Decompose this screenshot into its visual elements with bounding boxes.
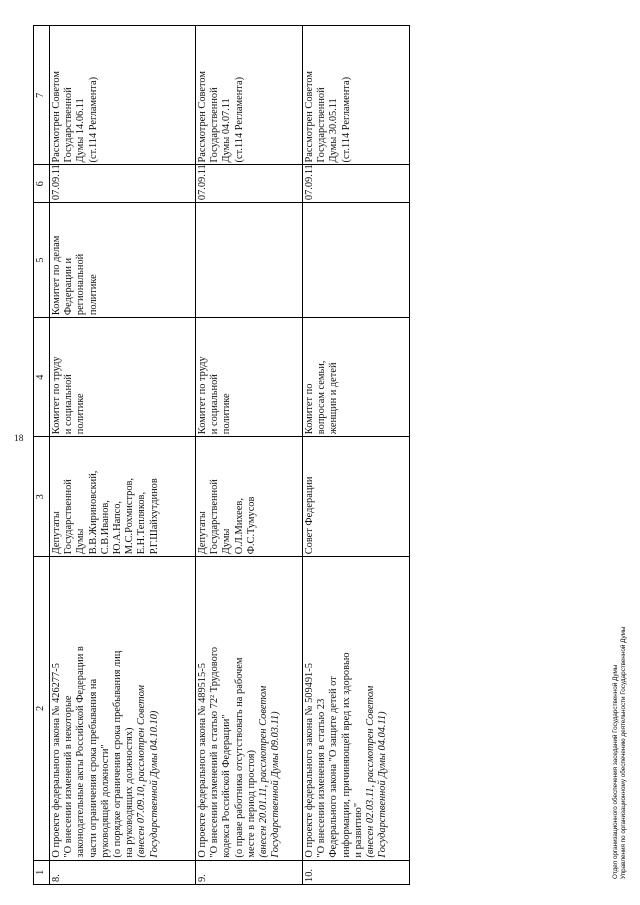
- committee-line: Комитет по труду: [51, 356, 62, 435]
- table-row: [196, 26, 303, 885]
- column-header-7: 7: [34, 26, 50, 165]
- header-row: [34, 26, 50, 885]
- footer-line-2: Управления по организационному обеспечению деятельности Государственной Думы: [619, 626, 627, 879]
- bill-note-line: (внесен 07.09.10, рассмотрен Советом: [136, 684, 148, 858]
- row-number: 8.: [50, 860, 196, 884]
- responsible-committee: [303, 318, 410, 437]
- responsible-committee: [196, 318, 303, 437]
- bill-title-line: (о праве работника отсутствовать на рабочем: [233, 657, 245, 858]
- status-line: (ст.114 Регламента): [87, 76, 99, 163]
- bill-title-line: Федерального закона "О защите детей от: [328, 676, 340, 858]
- initiator-line: М.С.Рохмистров,: [124, 477, 136, 555]
- status: [50, 26, 196, 165]
- row-number: 9.: [196, 860, 303, 884]
- column-header-1: 1: [34, 860, 50, 884]
- committee-line: и социальной: [63, 374, 75, 435]
- column-header-4: 4: [34, 318, 50, 437]
- bills-table: [33, 25, 410, 885]
- consideration-date: 07.09.11: [303, 165, 410, 203]
- status-line: (ст.114 Регламента): [340, 76, 352, 163]
- initiator: [303, 437, 410, 557]
- committee-line: Комитет по труду: [197, 356, 208, 435]
- row-number: 10.: [303, 860, 410, 884]
- footer-line-1: Отдел организационного обеспечения заседаний Государственной Думы: [612, 664, 619, 879]
- bill-title-line: кодекса Российской Федерации": [221, 714, 233, 858]
- initiator-line: Депутаты: [51, 511, 62, 555]
- initiator-line: О.Л.Михеев,: [233, 498, 245, 555]
- column-header-3: 3: [34, 437, 50, 557]
- initiator-line: Депутаты: [197, 511, 208, 555]
- bill-title: [196, 557, 303, 860]
- bill-note-line: (внесен 20.01.11, рассмотрен Советом: [258, 685, 270, 858]
- bill-title-line: месте в период простоя): [245, 750, 257, 858]
- bill-note-line: Государственной Думы 04.10.10): [148, 710, 160, 858]
- status-line: Думы 14.06.11: [75, 98, 87, 163]
- committee-line: политике: [221, 393, 233, 435]
- bill-title: [303, 557, 410, 860]
- status: [303, 26, 410, 165]
- bill-title-line: и развитию": [352, 802, 364, 858]
- initiator-line: Р.Г.Шайхутдинов: [148, 478, 160, 555]
- initiator-line: В.В.Жириновский,: [87, 470, 99, 555]
- consideration-date: 07.09.11: [50, 165, 196, 203]
- initiator-line: Ф.С.Тумусов: [245, 496, 257, 555]
- bill-title-line: "О внесении изменений в некоторые: [63, 695, 75, 858]
- status-line: Думы 04.07.11: [221, 98, 233, 163]
- bill-title-line: О проекте федерального закона № 509491-5: [304, 663, 315, 858]
- bill-title-line: информации, причиняющей вред их здоровью: [340, 652, 352, 858]
- committee-line: Комитет по: [304, 383, 315, 435]
- status: [196, 26, 303, 165]
- page-number: 18: [14, 434, 24, 444]
- bill-note-line: Государственной Думы 09.03.11): [270, 711, 282, 858]
- co-committee-line: региональной: [75, 253, 87, 316]
- bill-title-line: "О внесении изменений в статью 72² Трудового: [209, 646, 221, 858]
- bill-title-line: руководящей должности": [99, 744, 111, 858]
- status-line: Рассмотрен Советом: [197, 71, 208, 163]
- table-body: [50, 26, 410, 885]
- status-line: Государственной: [209, 87, 221, 163]
- initiator-line: Е.Н.Тепляков,: [136, 491, 148, 555]
- bill-title-line: части ограничения срока пребывания на: [87, 678, 99, 858]
- bill-title-line: законодательные акты Российской Федерации в: [75, 646, 87, 858]
- table-row: [303, 26, 410, 885]
- initiator-line: Думы: [221, 528, 233, 555]
- initiator-line: Думы: [75, 528, 87, 555]
- co-executor-committee: [50, 203, 196, 318]
- column-header-6: 6: [34, 165, 50, 203]
- committee-line: политике: [75, 393, 87, 435]
- responsible-committee: [50, 318, 196, 437]
- status-line: (ст.114 Регламента): [233, 76, 245, 163]
- co-executor-committee: [196, 203, 303, 318]
- status-line: Рассмотрен Советом: [51, 71, 62, 163]
- committee-line: и социальной: [209, 374, 221, 435]
- initiator-line: С.В.Иванов,: [99, 500, 111, 555]
- co-committee-line: Комитет по делам: [51, 235, 62, 316]
- co-committee-line: политике: [87, 274, 99, 316]
- initiator-line: Государственной: [209, 479, 221, 555]
- consideration-date: 07.09.11: [196, 165, 303, 203]
- bill-title-line: на руководящих должностях): [124, 727, 136, 858]
- bill-title-line: О проекте федерального закона № 426277-5: [51, 663, 62, 858]
- committee-line: вопросам семьи,: [316, 360, 328, 435]
- status-line: Государственной: [316, 87, 328, 163]
- initiator-line: Совет Федерации: [304, 476, 315, 555]
- initiator: [50, 437, 196, 557]
- co-committee-line: Федерации и: [63, 257, 75, 316]
- initiator: [196, 437, 303, 557]
- column-header-2: 2: [34, 557, 50, 860]
- status-line: Государственной: [63, 87, 75, 163]
- table-row: [50, 26, 196, 885]
- co-executor-committee: [303, 203, 410, 318]
- bill-note-line: (внесен 02.03.11, рассмотрен Советом: [365, 685, 377, 858]
- bill-title-line: О проекте федерального закона № 489515-5: [197, 663, 208, 858]
- bill-title: [50, 557, 196, 860]
- bill-title-line: "О внесении изменения в статью 23: [316, 698, 328, 858]
- column-header-5: 5: [34, 203, 50, 318]
- status-line: Думы 30.05.11: [328, 98, 340, 163]
- footer: [612, 627, 628, 879]
- bill-note-line: Государственной Думы 04.04.11): [377, 711, 389, 858]
- bill-title-line: (о порядке ограничения срока пребывания лиц: [112, 650, 124, 858]
- status-line: Рассмотрен Советом: [304, 71, 315, 163]
- initiator-line: Ю.А.Напсо,: [112, 500, 124, 555]
- committee-line: женщин и детей: [328, 362, 340, 435]
- initiator-line: Государственной: [63, 479, 75, 555]
